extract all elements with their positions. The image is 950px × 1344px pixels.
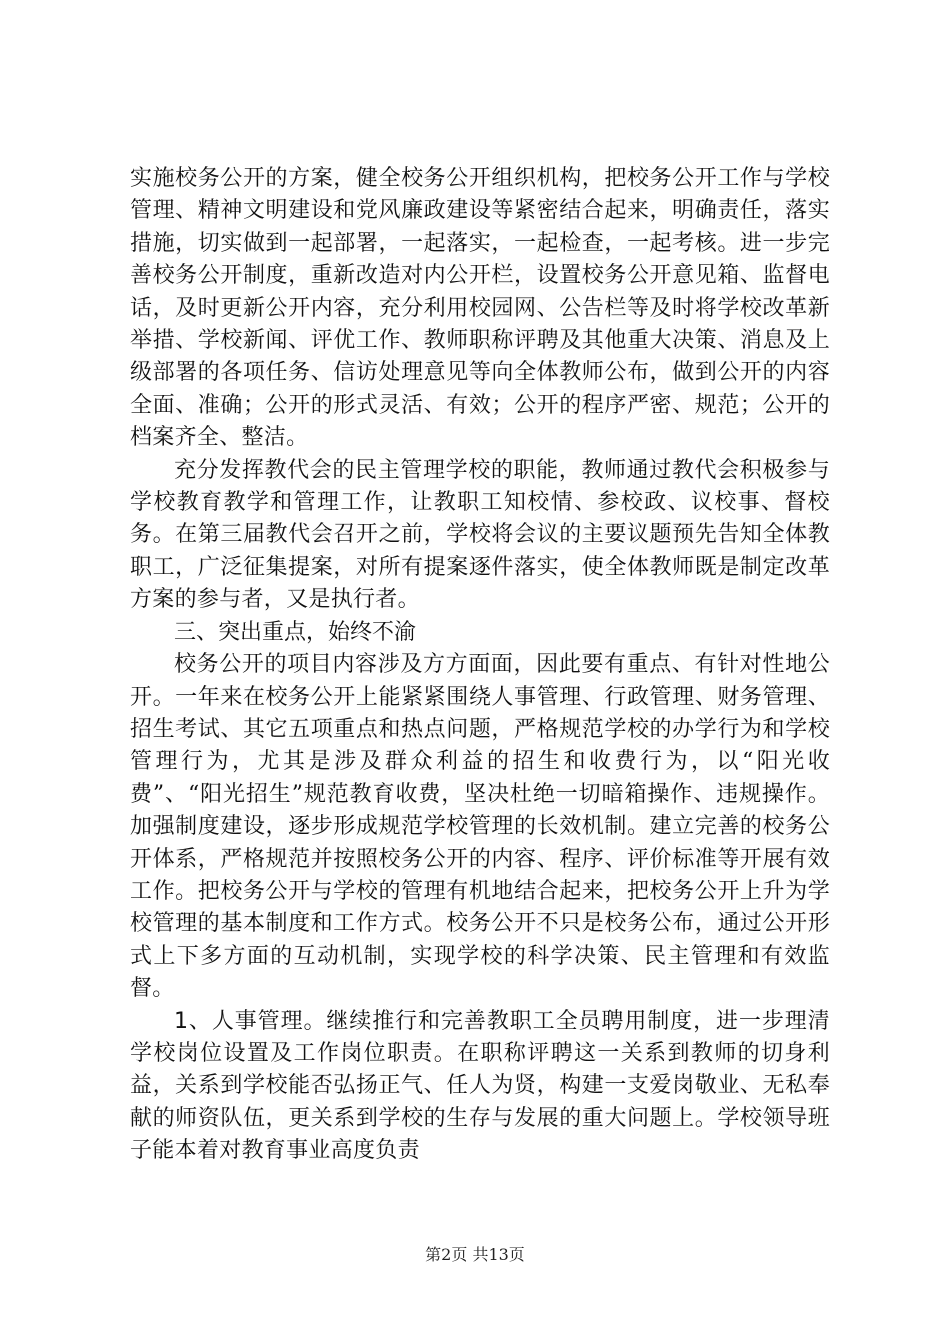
section-heading: 三、突出重点，始终不渝 — [174, 619, 417, 645]
item-1-lead: 1、人事管理。 — [174, 1008, 327, 1034]
item-1-paragraph — [130, 1006, 830, 1168]
item-1-text: 继续推行和完善教职工全员聘用制度，进一步理清学校岗位设置及工作岗位职责。在职称评聘这一关系到教师的切身利益，关系到学校能否弘扬正气、任人为贤，构建一支爱岗敬业、无私奉献的师资队伍，更关系到学校的生存与发展的重大问题上。学校领导班子能本着对教育事业高度负责 — [130, 1008, 830, 1164]
paragraph-1: 实施校务公开的方案，健全校务公开组织机构，把校务公开工作与学校管理、精神文明建设和党风廉政建设等紧密结合起来，明确责任，落实措施，切实做到一起部署，一起落实，一起检查，一起考核。进一步完善校务公开制度，重新改造对内公开栏，设置校务公开意见箱、监督电话，及时更新公开内容，充分利用校园网、公告栏等及时将学校改革新举措、学校新闻、评优工作、教师职称评聘及其他重大决策、消息及上级部署的各项任务、信访处理意见等向全体教师公布，做到公开的内容全面、准确；公开的形式灵活、有效；公开的程序严密、规范；公开的档案齐全、整洁。 — [130, 166, 830, 451]
paragraph-2: 充分发挥教代会的民主管理学校的职能，教师通过教代会积极参与学校教育教学和管理工作，让教职工知校情、参校政、议校事、督校务。在第三届教代会召开之前，学校将会议的主要议题预先告知全体教职工，广泛征集提案，对所有提案逐件落实，使全体教师既是制定改革方案的参与者，又是执行者。 — [130, 457, 830, 613]
page-number-footer: 第2页 共13页 — [425, 1245, 525, 1264]
section-paragraph: 校务公开的项目内容涉及方方面面，因此要有重点、有针对性地公开。一年来在校务公开上能紧紧围绕人事管理、行政管理、财务管理、招生考试、其它五项重点和热点问题，严格规范学校的办学行为和学校管理行为，尤其是涉及群众利益的招生和收费行为，以“阳光收费”、“阳光招生”规范教育收费，坚决杜绝一切暗箱操作、违规操作。加强制度建设，逐步形成规范学校管理的长效机制。建立完善的校务公开体系，严格规范并按照校务公开的内容、程序、评价标准等开展有效工作。把校务公开与学校的管理有机地结合起来，把校务公开上升为学校管理的基本制度和工作方式。校务公开不只是校务公布，通过公开形式上下多方面的互动机制，实现学校的科学决策、民主管理和有效监督。 — [130, 652, 830, 1002]
document-body — [130, 163, 830, 1168]
